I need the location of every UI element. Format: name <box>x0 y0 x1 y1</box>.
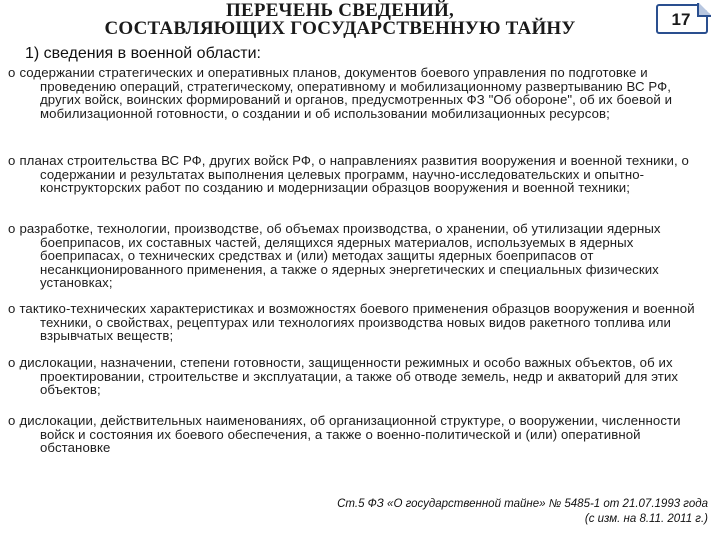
section-heading: 1) сведения в военной области: <box>25 45 261 62</box>
list-item-text: тактико-технических характеристиках и возможностях боевого применения образцов вооружения и военной техники, о свойствах, рецептурах или технологиях производства новых видов ракетного топлива или взрывчатых веществ; <box>19 301 695 344</box>
list-item <box>8 66 712 146</box>
list-item <box>8 414 712 460</box>
list-item <box>8 356 712 402</box>
legal-reference-footnote <box>300 497 708 527</box>
list-item-text: разработке, технологии, производстве, об объемах производства, о хранении, об утилизации ядерных боеприпасов, их составных частей, делящихся ядерных материалов, используемых в ядерных боеприпасах, о технических средствах и (или) методах защиты ядерных боеприпасов от несанкционированного применения, а также о ядерных энергетических и специальных физических установках; <box>19 221 661 291</box>
list-item <box>8 302 712 348</box>
list-item-text: планах строительства ВС РФ, других войск РФ, о направлениях развития вооружения и военной техники, о содержании и результатах выполнения целевых программ, научно-исследовательских и опытно-конструкторских работ по созданию и модернизации образцов вооружения и военной техники; <box>19 153 689 196</box>
secret-items-list <box>8 66 712 460</box>
bullet-marker: о <box>8 65 16 80</box>
bullet-marker: о <box>8 153 16 168</box>
page-title-line-1: ПЕРЕЧЕНЬ СВЕДЕНИЙ, <box>226 0 454 21</box>
bullet-marker: о <box>8 221 16 236</box>
page-title-line-2: СОСТАВЛЯЮЩИХ ГОСУДАРСТВЕННУЮ ТАЙНУ <box>104 18 576 39</box>
bullet-marker: о <box>8 355 16 370</box>
list-item <box>8 154 712 214</box>
list-item-text: содержании стратегических и оперативных планов, документов боевого управления по подготовке и проведению операций, стратегическому, оперативному и мобилизационному развертыванию ВС РФ, других войск, воинских формирований и органов, предусмотренных ФЗ "Об обороне", об их боевой и мобилизационной готовности, о создании и об использовании мобилизационных ресурсов; <box>19 65 673 121</box>
slide-number: 17 <box>671 10 691 29</box>
list-item-text: дислокации, действительных наименованиях, об организационной структуре, о вооружении, численности войск и состояния их боевого обеспечения, а также о военно-политической и (или) оперативной обстановке <box>19 413 681 456</box>
list-item <box>8 222 712 294</box>
footnote-line-2: (с изм. на 8.11. 2011 г.) <box>584 513 708 525</box>
footnote-line-1: Ст.5 ФЗ «О государственной тайне» № 5485-1 от 21.07.1993 года <box>337 498 708 510</box>
bullet-marker: о <box>8 301 16 316</box>
bullet-marker: о <box>8 413 16 428</box>
page-title <box>60 2 620 38</box>
list-item-text: дислокации, назначении, степени готовности, защищенности режимных и особо важных объектов, об их проектировании, строительстве и эксплуатации, а также об отводе земель, недр и акваторий для этих объектов; <box>19 355 679 398</box>
